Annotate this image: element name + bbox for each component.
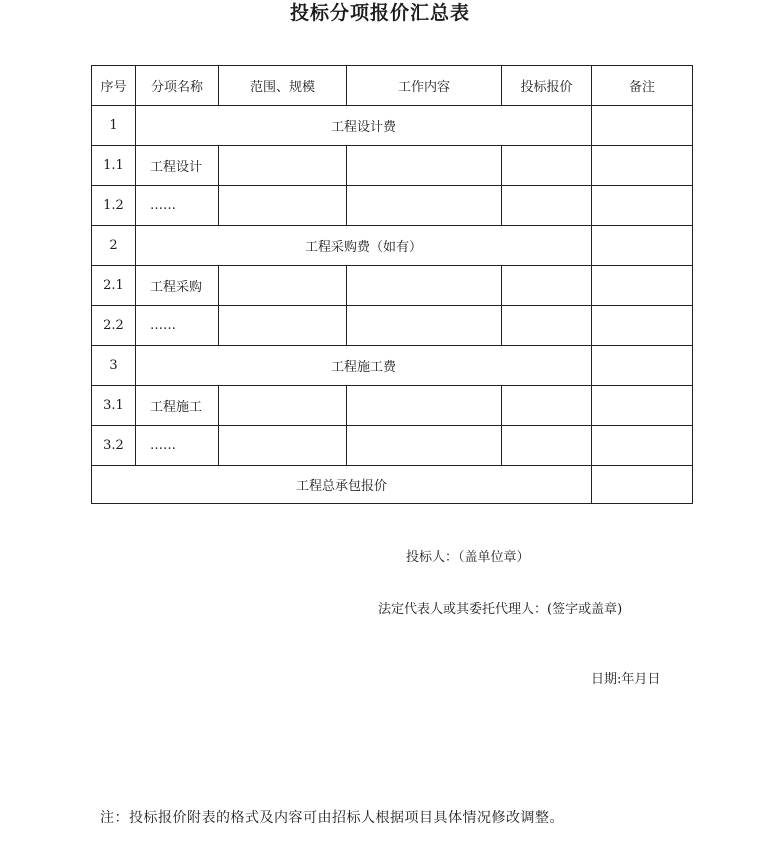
work-content-cell[interactable] bbox=[347, 146, 502, 186]
date-line: 日期:年月日 bbox=[591, 672, 661, 687]
group-number: 2 bbox=[92, 226, 136, 266]
representative-signature-line: 法定代表人或其委托代理人：(签字或盖章) bbox=[378, 602, 623, 617]
table-row bbox=[92, 306, 693, 346]
remarks-cell[interactable] bbox=[592, 306, 693, 346]
remarks-cell[interactable] bbox=[592, 146, 693, 186]
work-content-cell[interactable] bbox=[347, 266, 502, 306]
total-value-cell[interactable] bbox=[592, 466, 693, 504]
item-name: 工程施工 bbox=[136, 386, 219, 426]
header-remarks: 备注 bbox=[592, 66, 693, 106]
quote-summary-table bbox=[91, 65, 693, 504]
bid-price-cell[interactable] bbox=[502, 426, 592, 466]
header-number: 序号 bbox=[92, 66, 136, 106]
table-header-row bbox=[92, 66, 693, 106]
scope-cell[interactable] bbox=[219, 186, 347, 226]
group-label: 工程施工费 bbox=[136, 346, 592, 386]
remarks-cell[interactable] bbox=[592, 106, 693, 146]
work-content-cell[interactable] bbox=[347, 426, 502, 466]
scope-cell[interactable] bbox=[219, 426, 347, 466]
footnote: 注：投标报价附表的格式及内容可由招标人根据项目具体情况修改调整。 bbox=[100, 810, 564, 826]
group-label: 工程设计费 bbox=[136, 106, 592, 146]
bid-price-cell[interactable] bbox=[502, 386, 592, 426]
bid-price-cell[interactable] bbox=[502, 306, 592, 346]
scope-cell[interactable] bbox=[219, 266, 347, 306]
table-row bbox=[92, 186, 693, 226]
total-label: 工程总承包报价 bbox=[92, 466, 592, 504]
item-number: 1.1 bbox=[92, 146, 136, 186]
group-row-design bbox=[92, 106, 693, 146]
page-title: 投标分项报价汇总表 bbox=[289, 2, 470, 24]
work-content-cell[interactable] bbox=[347, 306, 502, 346]
remarks-cell[interactable] bbox=[592, 266, 693, 306]
item-name: …… bbox=[136, 186, 219, 226]
table-row bbox=[92, 386, 693, 426]
item-number: 3.2 bbox=[92, 426, 136, 466]
remarks-cell[interactable] bbox=[592, 186, 693, 226]
work-content-cell[interactable] bbox=[347, 186, 502, 226]
item-name: …… bbox=[136, 426, 219, 466]
bid-price-cell[interactable] bbox=[502, 186, 592, 226]
group-label: 工程采购费（如有） bbox=[136, 226, 592, 266]
header-work-content: 工作内容 bbox=[347, 66, 502, 106]
scope-cell[interactable] bbox=[219, 146, 347, 186]
item-number: 2.1 bbox=[92, 266, 136, 306]
group-number: 3 bbox=[92, 346, 136, 386]
table-row bbox=[92, 266, 693, 306]
item-name: 工程采购 bbox=[136, 266, 219, 306]
remarks-cell[interactable] bbox=[592, 386, 693, 426]
header-item-name: 分项名称 bbox=[136, 66, 219, 106]
bidder-signature-line: 投标人：（盖单位章） bbox=[406, 550, 530, 565]
group-row-construction bbox=[92, 346, 693, 386]
bid-price-cell[interactable] bbox=[502, 266, 592, 306]
remarks-cell[interactable] bbox=[592, 426, 693, 466]
work-content-cell[interactable] bbox=[347, 386, 502, 426]
group-number: 1 bbox=[92, 106, 136, 146]
header-scope: 范围、规模 bbox=[219, 66, 347, 106]
item-number: 2.2 bbox=[92, 306, 136, 346]
remarks-cell[interactable] bbox=[592, 226, 693, 266]
item-number: 1.2 bbox=[92, 186, 136, 226]
group-row-procurement bbox=[92, 226, 693, 266]
scope-cell[interactable] bbox=[219, 386, 347, 426]
item-name: 工程设计 bbox=[136, 146, 219, 186]
remarks-cell[interactable] bbox=[592, 346, 693, 386]
header-bid-price: 投标报价 bbox=[502, 66, 592, 106]
bid-price-cell[interactable] bbox=[502, 146, 592, 186]
table-row bbox=[92, 426, 693, 466]
total-row bbox=[92, 466, 693, 504]
item-name: …… bbox=[136, 306, 219, 346]
scope-cell[interactable] bbox=[219, 306, 347, 346]
table-row bbox=[92, 146, 693, 186]
item-number: 3.1 bbox=[92, 386, 136, 426]
